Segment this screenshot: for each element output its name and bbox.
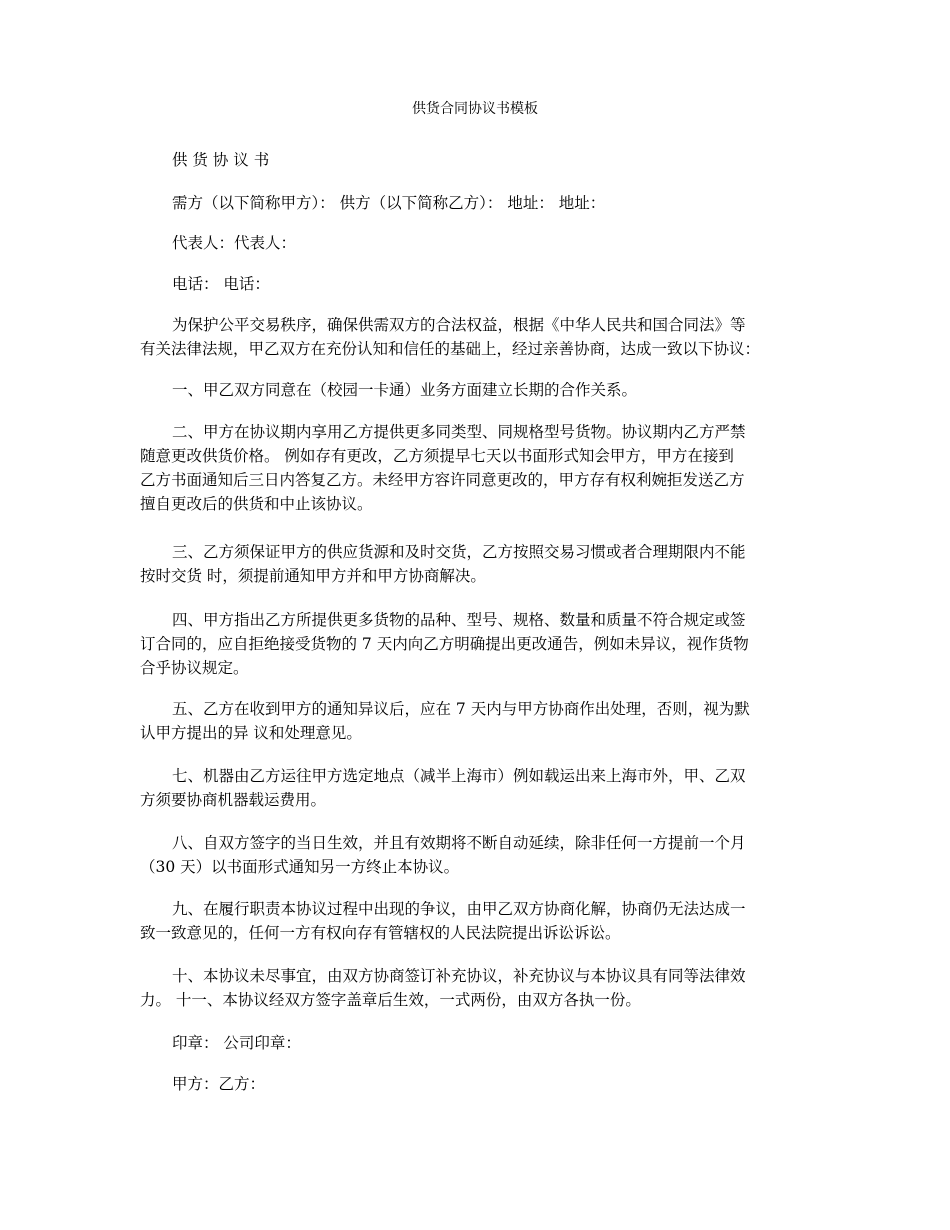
clause-10	[140, 964, 830, 1012]
clause-line: 擅自更改后的供货和中止该协议。	[140, 495, 373, 513]
clause-line: 二、甲方在协议期内享用乙方提供更多同类型、同规格型号货物。协议期内乙方严禁	[172, 423, 746, 441]
representative-line: 代表人：代表人：	[172, 234, 297, 252]
clause-line: 随意更改供货价格。 例如存有更改，乙方须提早七天以书面形式知会甲方，甲方在接到	[140, 447, 734, 465]
clause-line: 致一致意见的，任何一方有权向存有管辖权的人民法院提出诉讼诉讼。	[140, 924, 621, 942]
clause-9	[140, 897, 830, 945]
clause-line: （30 天）以书面形式通知另一方终止本协议。	[140, 858, 460, 876]
clause-line: 认甲方提出的异 议和处理意见。	[140, 724, 362, 742]
clause-line: 方须要协商机器载运费用。	[140, 791, 327, 809]
clause-line: 八、自双方签字的当日生效，并且有效期将不断自动延续，除非任何一方提前一个月	[172, 834, 746, 852]
clause-line: 十、本协议未尽事宜，由双方协商签订补充协议，补充协议与本协议具有同等法律效	[172, 967, 746, 985]
clause-line: 五、乙方在收到甲方的通知异议后，应在 7 天内与甲方协商作出处理，否则，视为默	[172, 700, 750, 718]
clause-7	[140, 764, 830, 812]
clause-line: 合乎协议规定。	[140, 659, 249, 677]
intro-paragraph	[140, 313, 830, 361]
clause-line: 乙方书面通知后三日内答复乙方。未经甲方容许同意更改的，甲方存有权利婉拒发送乙方	[140, 471, 745, 489]
agreement-heading: 供 货 协 议 书	[172, 151, 270, 169]
intro-line: 为保护公平交易秩序，确保供需双方的合法权益，根据《中华人民共和国合同法》等	[172, 316, 746, 334]
clause-line: 七、机器由乙方运往甲方选定地点（减半上海市）例如载运出来上海市外，甲、乙双	[172, 767, 746, 785]
phone-line: 电话： 电话：	[172, 275, 270, 293]
clause-8	[140, 831, 830, 879]
clause-line: 三、乙方须保证甲方的供应货源和及时交货，乙方按照交易习惯或者合理期限内不能	[172, 543, 746, 561]
clause-line: 力。 十一、本协议经双方签字盖章后生效，一式两份，由双方各执一份。	[140, 991, 641, 1009]
signature-line: 甲方：乙方：	[172, 1075, 266, 1093]
clause-3	[140, 540, 830, 588]
clause-2	[140, 420, 830, 516]
clause-line: 按时交货 时，须提前通知甲方并和甲方协商解决。	[140, 567, 486, 585]
clause-4	[140, 608, 830, 680]
clause-line: 订合同的，应自拒绝接受货物的 7 天内向乙方明确提出更改通告，例如未异议，视作货物	[140, 635, 749, 653]
clause-1: 一、甲乙双方同意在（校园一卡通）业务方面建立长期的合作关系。	[172, 381, 638, 399]
clause-line: 九、在履行职责本协议过程中出现的争议，由甲乙双方协商化解，协商仍无法达成一	[172, 900, 746, 918]
intro-line: 有关法律法规，甲乙双方在充份认知和信任的基础上，经过亲善协商，达成一致以下协议：	[140, 340, 761, 358]
seal-line: 印章： 公司印章：	[172, 1034, 301, 1052]
clause-5	[140, 697, 830, 745]
document-title: 供货合同协议书模板	[412, 101, 538, 117]
clause-line: 四、甲方指出乙方所提供更多货物的品种、型号、规格、数量和质量不符合规定或签	[172, 611, 746, 629]
parties-line: 需方（以下简称甲方）： 供方（以下简称乙方）： 地址： 地址：	[172, 194, 606, 212]
